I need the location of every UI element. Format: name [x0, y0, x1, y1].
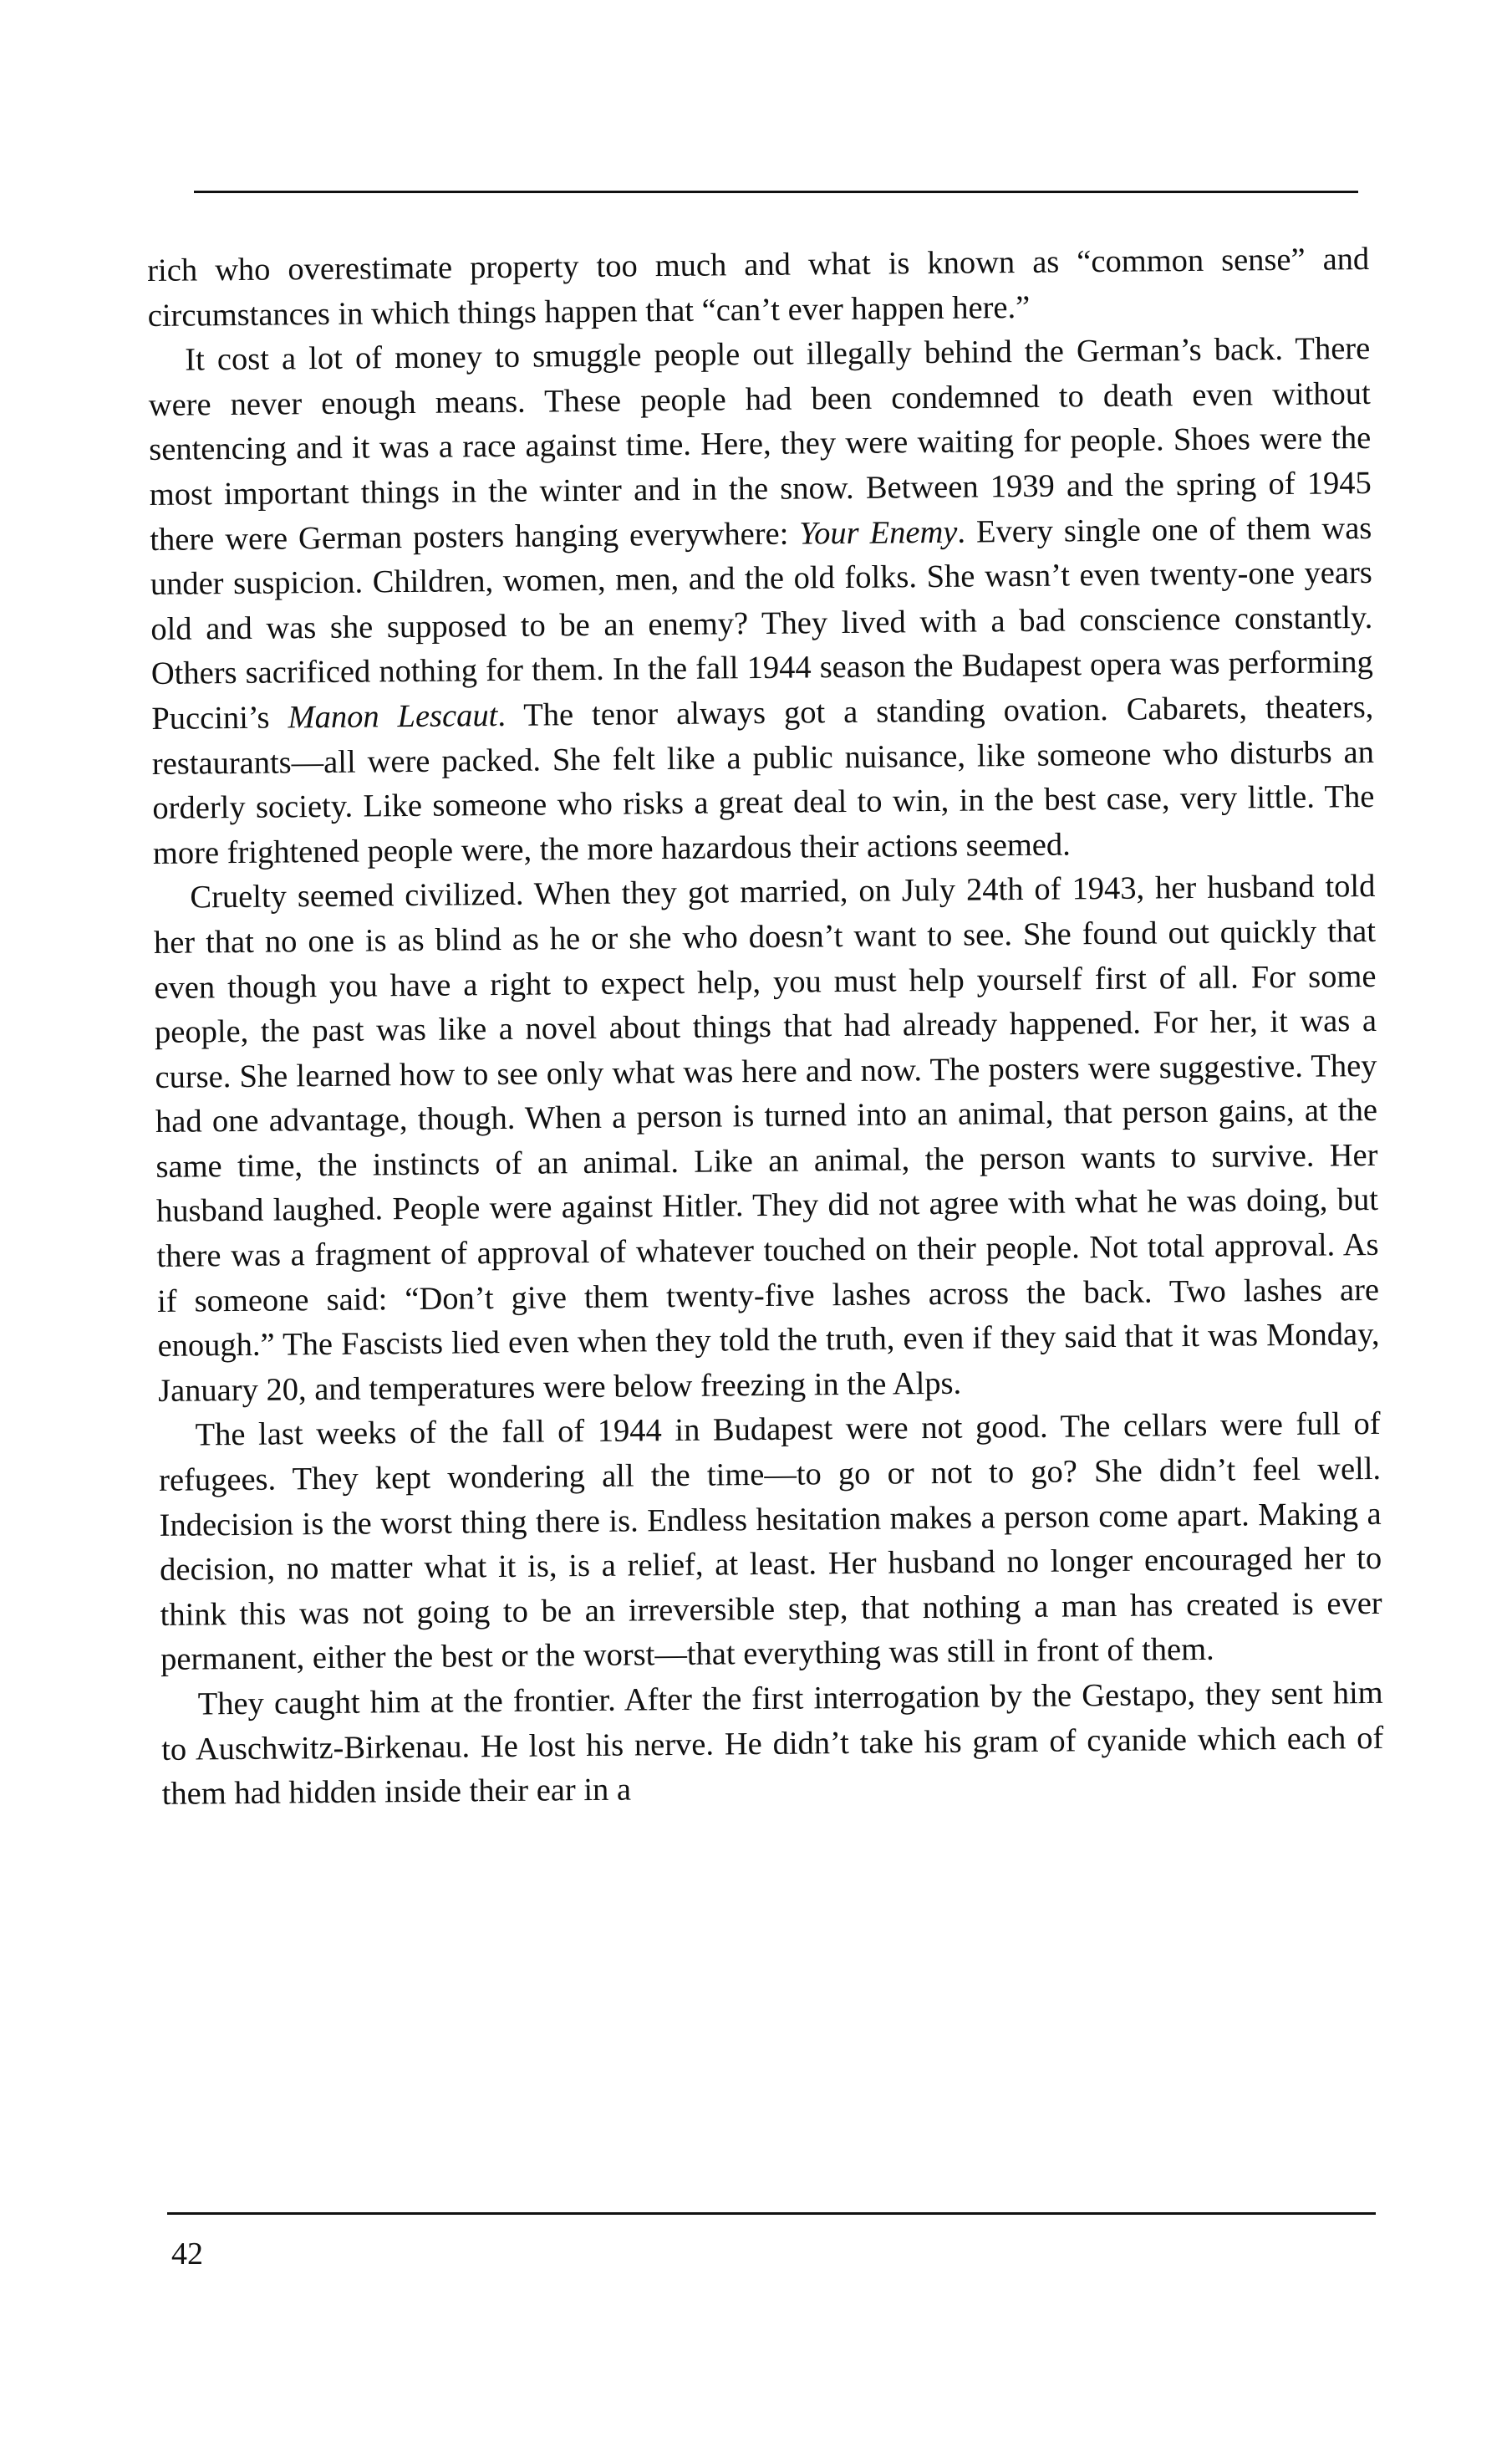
poster-title: Your Enemy — [799, 514, 958, 552]
paragraph — [158, 1402, 1382, 1683]
text-segment: . The tenor always got a standing ovation. Cabarets, theaters, restaurants—all were packed. She felt like a public nuisance, like someone who disturbs an orderly society. Like someone who risks a great deal to win, in the best case, very little. The more frightened people were, the more hazardous their actions seemed. — [151, 689, 1375, 871]
paragraph-continuation — [147, 237, 1370, 339]
text-segment: rich who overestimate property too much and what is known as “common sense” and circumstances in which things happen that “can’t ever happen here.” — [147, 241, 1370, 334]
paragraph — [160, 1671, 1383, 1818]
text-segment: Cruelty seemed civilized. When they got married, on July 24th of 1943, her husband told her that no one is as blind as he or she who doesn’t want to see. She found out quickly that even though you have a right to expect help, you must help yourself first of all. For some people, the past was like a novel about things that had already happened. For her, it was a curse. She learned how to see only what was here and now. The posters were suggestive. They had one advantage, though. When a person is turned into an animal, that person gains, at the same time, the instincts of an animal. Like an animal, the person wants to survive. Her husband laughed. People were against Hitler. They did not agree with what he was doing, but there was a fragment of approval of whatever touched on their people. Not total approval. As if someone said: “Don’t give them twenty-five lashes across the back. Two lashes are enough.” The Fascists lied even when they told the truth, even if they said that it was Monday, January 20, and temperatures were below freezing in the Alps. — [153, 869, 1380, 1409]
bottom-rule — [167, 2212, 1376, 2215]
page-number: 42 — [171, 2236, 203, 2272]
paragraph — [148, 327, 1375, 876]
text-segment: It cost a lot of money to smuggle people out illegally behind the German’s back. There were never enough means. These people had been condemned to death even without sentencing and it was a race against time. Here, they were waiting for people. Shoes were the most important things in the winter and in the snow. Between 1939 and the spring of 1945 there were German posters hanging everywhere: — [148, 331, 1372, 558]
text-segment: They caught him at the frontier. After the first interrogation by the Gestapo, they sent him to Auschwitz-Birkenau. He lost his nerve. He didn’t take his gram of cyanide which each of them had hidden inside their ear in a — [161, 1675, 1384, 1813]
opera-title: Manon Lescaut — [288, 697, 498, 736]
text-segment: The last weeks of the fall of 1944 in Budapest were not good. The cellars were full of refugees. They kept wondering all the time—to go or not to go? She didn’t feel well. Indecision is the worst thing there is. Endless hesitation makes a person come apart. Making a decision, no matter what it is, is a relief, at least. Her husband no longer encouraged her to think this was not going to be an irreversible step, that nothing a man has created is ever permanent, either the best or the worst—that everything was still in front of them. — [158, 1406, 1382, 1678]
text-segment: . Every single one of them was under suspicion. Children, women, men, and the old folks. She wasn’t even twenty-one years old and was she supposed to be an enemy? They lived with a bad conscience constantly. Others sacrificed nothing for them. In the fall 1944 season the Budapest opera was performing Puccini’s — [150, 510, 1374, 737]
body-text — [147, 237, 1384, 1818]
paragraph — [153, 864, 1380, 1414]
top-rule — [194, 191, 1358, 193]
